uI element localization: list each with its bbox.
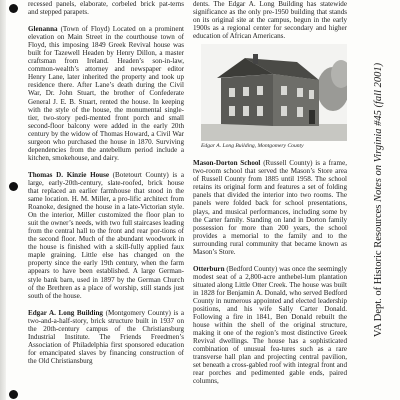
paragraph-continued: dents. The Edgar A. Long Building has statewide significance as the only pre-1950 building that stands on its original site at the campus, begun in the early 1900s as a regional center for secondary and higher education of African Americans. bbox=[193, 0, 347, 41]
photo-caption: Edgar A. Long Building, Montgomery County bbox=[201, 143, 304, 150]
paragraph-mason-dorton-school bbox=[193, 159, 347, 256]
paragraph-glenanna bbox=[28, 25, 184, 162]
entry-title: Thomas D. Kinzie House bbox=[28, 170, 109, 179]
citation-line-source: VA Dept. of Historic Resources bbox=[373, 204, 384, 338]
page-edge bbox=[0, 0, 6, 400]
entry-text: (Russell County) is a frame, two-room school that served the Mason’s Store area of Russell County from 1885 until 1958. The school retains its original form and features a set of folding panels that divided the interior into two rooms. The panels were folded back for school presentations, plays, and musical performances, including some by the Carter family. Standing on land in Dorton family possession for more than 200 years, the school provides a memorial to the family and to the surrounding rural community that became known as Mason’s Store. bbox=[193, 159, 347, 256]
entry-text: (Montgomery County) is a two-and-a-half-story, brick structure built in 1937 on the 20th-century campus of the Christiansburg Industrial Institute. The Friends Freedmen’s Association of Philadelphia first sponsored education for emancipated slaves by financing construction of the Old Christiansburg bbox=[28, 308, 184, 365]
paragraph-otterburn bbox=[193, 265, 347, 386]
building-photo bbox=[201, 44, 347, 141]
left-column bbox=[28, 0, 184, 365]
entry-title: Otterburn bbox=[193, 264, 225, 273]
binder-hole bbox=[9, 390, 18, 399]
sidebar-citation bbox=[358, 0, 400, 400]
binder-hole bbox=[9, 182, 18, 191]
paragraph-continued: recessed panels, elaborate, corbeled brick pat-terns and stepped parapets. bbox=[28, 0, 184, 17]
binder-hole bbox=[9, 4, 18, 13]
brick-building-image bbox=[201, 44, 347, 140]
entry-text: (Town of Floyd) Located on a prominent elevation on Main Street in the courthouse town of Floyd, this imposing 1849 Greek Revival house was built for Tazewell Headen by Henry Dillon, a master craftsman from Ireland. Headen’s son-in-law, common-wealth’s attorney and newspaper editor Henry Lane, later inherited the property and took up residence there. After Lane’s death during the Civil War, Dr. John Stuart, the brother of Confederate General J. E. B. Stuart, rented the house. In keeping with the style of the house, the monumental single-tier, two-story pedi-mented front porch and small second-floor balcony were added in the early 20th century by the widow of Thomas Howard, a Civil War surgeon who purchased the house in 1870. Surviving dependencies from the antebellum period include a kitchen, smokehouse, and dairy. bbox=[28, 25, 184, 162]
entry-text: (Bedford County) was once the seemingly modest seat of a 2,800-acre anthebel-lum plantation situated along Little Otter Creek. The house was built in 1828 for Benjamin A. Donald, who served Bedford County in numerous appointed and elected leadership positions, and his wife Sally Carter Donald. Following a fire in 1841, Ben Donald rebuilt the house within the shell of the original structure, making it one of the region’s most distinctive Greek Revival dwellings. The house has a sophisticated combination of unusual fea-tures such as a rare transverse hall plan and projecting central pavilion, set beneath a cross-gabled roof with integral front and rear porches and pedimented gable ends, paired columns, bbox=[193, 264, 347, 386]
entry-title: Mason-Dorton School bbox=[193, 159, 261, 168]
paragraph-kinzie-house bbox=[28, 171, 184, 300]
entry-text: (Botetourt County) is a large, early-20th-century, slate-roofed, brick house that replaced an earlier farmhouse that stood in the same location. H. M. Miller, a pro-lific architect from Roanoke, designed the house in a late-Victorian style. On the interior, Miller customized the floor plan to suit the owner’s needs, with two full staircases leading from the central hall to the front and rear por-tions of the second floor. Much of the abundant woodwork in the house is finished with a skill-fully applied faux maple graining. Little else has changed on the property since the early 19th century, when the farm appears to have been established. A large German-style bank barn, used in 1897 by the German Church of the Brethren as a place of worship, still stands just south of the house. bbox=[28, 170, 184, 300]
right-column bbox=[193, 0, 347, 386]
entry-title: Edgar A. Long Building bbox=[28, 308, 103, 317]
entry-title: Glenanna bbox=[28, 25, 58, 34]
paragraph-long-building bbox=[28, 309, 184, 365]
citation-line-publication: Notes on Virginia #45 (fall 2001) bbox=[373, 62, 384, 202]
